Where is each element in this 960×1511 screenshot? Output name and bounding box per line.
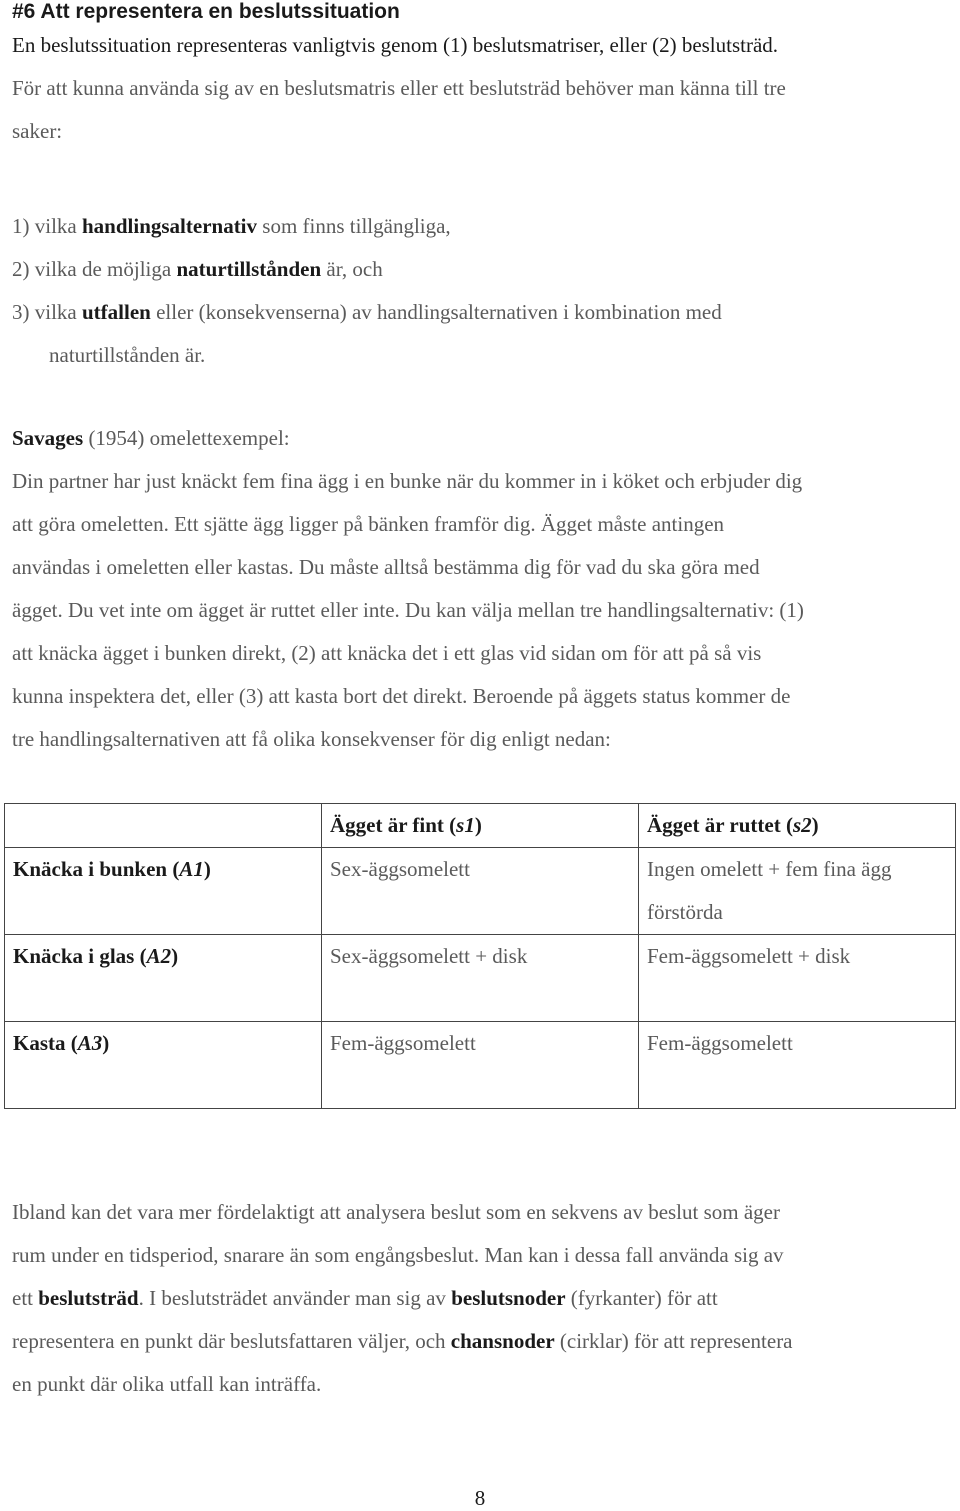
example-line: ägget. Du vet inte om ägget är ruttet eller inte. Du kan välja mellan tre handlingsalternativ: (1) [12, 598, 804, 622]
term-handlingsalternativ: handlingsalternativ [81, 214, 258, 238]
paragraph-line: Ibland kan det vara mer fördelaktigt att analysera beslut som en sekvens av beslut som äger [12, 1200, 780, 1224]
intro-paragraph [12, 24, 952, 153]
paragraph-line: rum under en tidsperiod, snarare än som engångsbeslut. Man kan i dessa fall använda sig av [12, 1243, 784, 1267]
table-cell: Fem-äggsomelett [322, 1022, 639, 1109]
list-item: 3) vilka utfallen eller (konsekvenserna) av handlingsalternativen i kombination med [12, 300, 722, 324]
paragraph-line: en punkt där olika utfall kan inträffa. [12, 1372, 322, 1396]
term-naturtillstanden: naturtillstånden [176, 257, 322, 281]
table-header-row [5, 804, 956, 848]
table-cell: Sex-äggsomelett + disk [322, 935, 639, 1022]
example-line: användas i omeletten eller kastas. Du måste alltså bestämma dig för vad du ska göra med [12, 555, 760, 579]
table-row [5, 848, 956, 935]
table-corner-cell [5, 804, 322, 848]
list-item-continuation: naturtillstånden är. [49, 343, 206, 367]
paragraph-line: representera en punkt där beslutsfattaren väljer, och chansnoder (cirklar) för att representera [12, 1329, 793, 1353]
example-line: tre handlingsalternativen att få olika konsekvenser för dig enligt nedan: [12, 727, 611, 751]
table-cell: Fem-äggsomelett [639, 1022, 956, 1109]
example-line: att göra omeletten. Ett sjätte ägg ligger på bänken framför dig. Ägget måste antingen [12, 512, 725, 536]
table-header-s1: Ägget är fint (s1) [322, 804, 639, 848]
savage-example [12, 417, 952, 761]
intro-line: saker: [12, 119, 63, 143]
list-item: 2) vilka de möjliga naturtillstånden är, och [12, 257, 383, 281]
example-line: Din partner har just knäckt fem fina ägg i en bunke när du kommer in i köket och erbjuder dig [12, 469, 803, 493]
row-label-a2: Knäcka i glas (A2) [5, 935, 322, 1022]
example-line: att knäcka ägget i bunken direkt, (2) att knäcka det i ett glas vid sidan om för att på så vis [12, 641, 762, 665]
table-cell: Fem-äggsomelett + disk [639, 935, 956, 1022]
table-cell: Sex-äggsomelett [322, 848, 639, 935]
table-row [5, 1022, 956, 1109]
example-line: kunna inspektera det, eller (3) att kasta bort det direkt. Beroende på äggets status kommer de [12, 684, 791, 708]
term-chansnoder: chansnoder [450, 1329, 555, 1353]
paragraph-line: ett beslutsträd. I beslutsträdet använder man sig av beslutsnoder (fyrkanter) för att [12, 1286, 718, 1310]
term-beslutsnoder: beslutsnoder [451, 1286, 566, 1310]
term-utfallen: utfallen [81, 300, 151, 324]
table-row [5, 935, 956, 1022]
decision-matrix-table [4, 803, 956, 1109]
row-label-a1: Knäcka i bunken (A1) [5, 848, 322, 935]
requirements-list [12, 205, 952, 377]
page-number: 8 [474, 1486, 486, 1510]
intro-line: För att kunna använda sig av en beslutsmatris eller ett beslutsträd behöver man känna till tre [12, 76, 786, 100]
list-item: 1) vilka handlingsalternativ som finns tillgängliga, [12, 214, 451, 238]
intro-line: En beslutssituation representeras vanligtvis genom (1) beslutsmatriser, eller (2) beslutsträd. [12, 33, 779, 57]
table-cell: Ingen omelett + fem fina ägg förstörda [639, 848, 956, 935]
decision-tree-paragraph [12, 1191, 952, 1406]
table-header-s2: Ägget är ruttet (s2) [639, 804, 956, 848]
section-heading: #6 Att representera en beslutssituation [12, 0, 400, 23]
term-beslutstrad: beslutsträd [38, 1286, 139, 1310]
row-label-a3: Kasta (A3) [5, 1022, 322, 1109]
example-title: Savages (1954) omelettexempel: [12, 426, 290, 450]
